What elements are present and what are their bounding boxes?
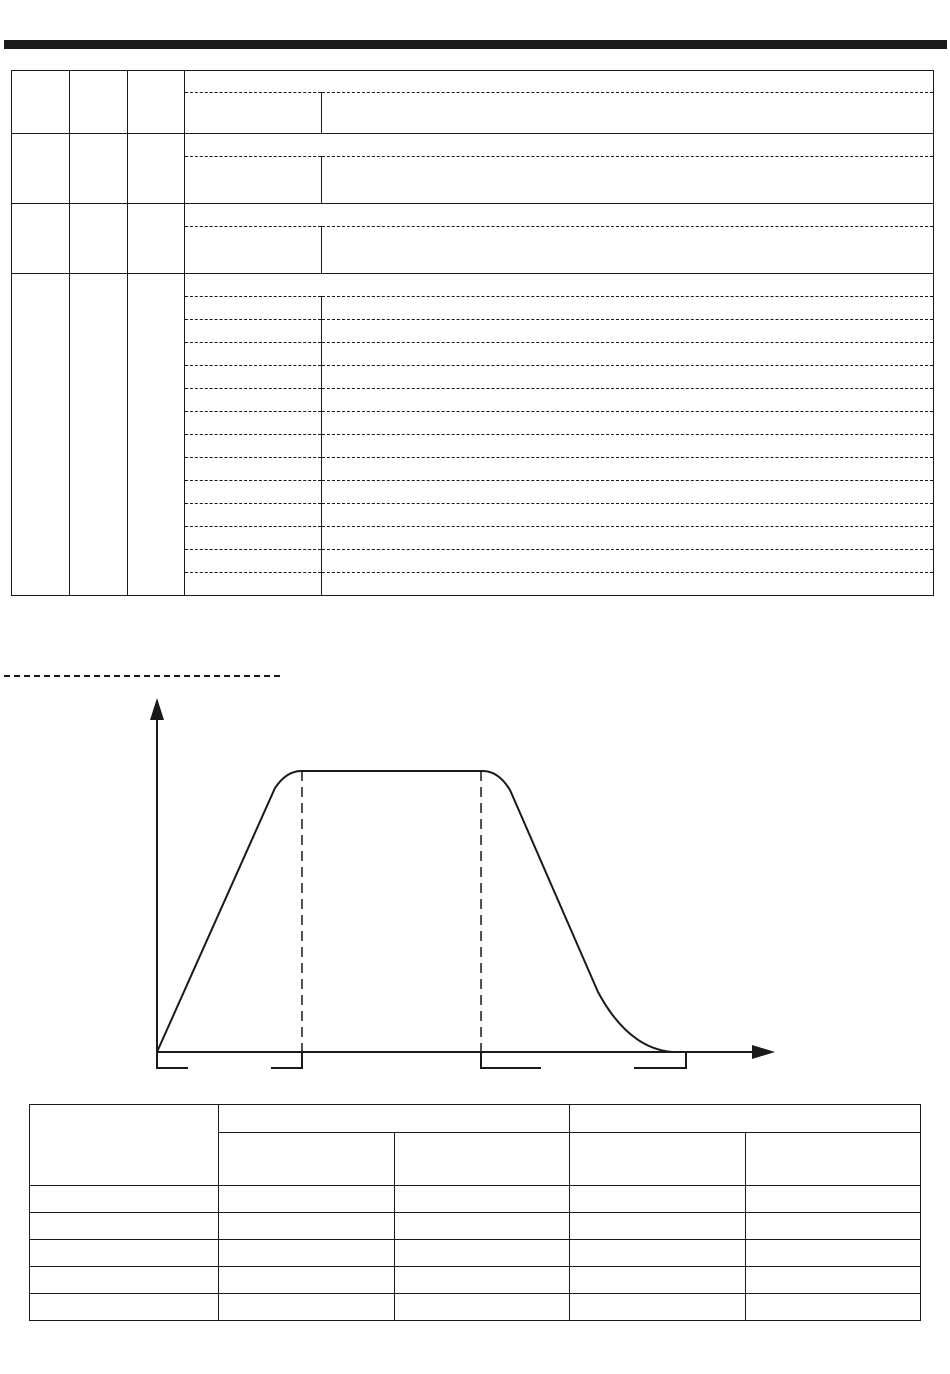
option-value-cell (185, 573, 322, 596)
param-default-cell (128, 71, 185, 134)
param-default-cell (128, 274, 185, 596)
table-row (12, 134, 934, 157)
column-group-header (570, 1105, 921, 1133)
table-row (12, 274, 934, 297)
param-description-cell (185, 204, 934, 227)
param-code-cell (12, 274, 70, 596)
time-table (29, 1104, 921, 1321)
param-name-cell (70, 274, 128, 596)
table-cell (395, 1294, 570, 1321)
option-value-cell (185, 93, 322, 134)
table-cell (219, 1240, 395, 1267)
column-header (746, 1133, 921, 1186)
table-row (12, 71, 934, 93)
speed-profile-line (157, 771, 672, 1052)
table-cell (219, 1186, 395, 1213)
table-row (30, 1294, 921, 1321)
param-code-cell (12, 204, 70, 274)
table-cell (746, 1267, 921, 1294)
table-cell (746, 1186, 921, 1213)
column-header (395, 1133, 570, 1186)
param-description-cell (185, 134, 934, 157)
y-axis-arrowhead (150, 698, 164, 720)
accel-interval-bracket-left (157, 1052, 188, 1068)
column-header (219, 1133, 395, 1186)
table-cell (219, 1213, 395, 1240)
param-default-cell (128, 204, 185, 274)
param-name-cell (70, 134, 128, 204)
table-cell (30, 1267, 219, 1294)
option-value-cell (185, 481, 322, 504)
column-group-header (219, 1105, 570, 1133)
table-cell (570, 1267, 746, 1294)
decel-interval-bracket-right (634, 1052, 686, 1068)
option-text-cell (322, 458, 934, 481)
table-cell (395, 1240, 570, 1267)
table-cell (570, 1240, 746, 1267)
column-header (570, 1133, 746, 1186)
option-text-cell (322, 343, 934, 366)
option-value-cell (185, 320, 322, 343)
option-text-cell (322, 435, 934, 458)
option-value-cell (185, 227, 322, 274)
option-text-cell (322, 227, 934, 274)
table-cell (30, 1294, 219, 1321)
table-row (30, 1240, 921, 1267)
option-text-cell (322, 527, 934, 550)
option-value-cell (185, 550, 322, 573)
param-code-cell (12, 134, 70, 204)
column-header (30, 1105, 219, 1186)
decel-interval-bracket-left (481, 1052, 541, 1068)
option-text-cell (322, 366, 934, 389)
param-description-cell (185, 71, 934, 93)
parameter-table (11, 70, 934, 596)
table-cell (395, 1267, 570, 1294)
table-cell (570, 1186, 746, 1213)
option-text-cell (322, 157, 934, 204)
speed-curve-diagram (0, 690, 950, 1080)
table-cell (746, 1240, 921, 1267)
table-row (30, 1186, 921, 1213)
option-text-cell (322, 412, 934, 435)
option-value-cell (185, 297, 322, 320)
option-text-cell (322, 481, 934, 504)
table-cell (395, 1213, 570, 1240)
option-value-cell (185, 389, 322, 412)
option-text-cell (322, 504, 934, 527)
param-default-cell (128, 134, 185, 204)
table-cell (570, 1213, 746, 1240)
table-row (12, 204, 934, 227)
option-value-cell (185, 527, 322, 550)
table-row (30, 1213, 921, 1240)
option-value-cell (185, 504, 322, 527)
x-axis-arrowhead (752, 1045, 775, 1059)
option-value-cell (185, 435, 322, 458)
param-description-cell (185, 274, 934, 297)
accel-interval-bracket-right (271, 1052, 302, 1068)
param-name-cell (70, 204, 128, 274)
option-text-cell (322, 573, 934, 596)
table-cell (30, 1213, 219, 1240)
option-text-cell (322, 320, 934, 343)
option-text-cell (322, 550, 934, 573)
table-cell (746, 1294, 921, 1321)
option-value-cell (185, 343, 322, 366)
table-cell (219, 1267, 395, 1294)
option-value-cell (185, 458, 322, 481)
table-cell (219, 1294, 395, 1321)
option-text-cell (322, 297, 934, 320)
param-code-cell (12, 71, 70, 134)
option-value-cell (185, 366, 322, 389)
option-text-cell (322, 93, 934, 134)
option-text-cell (322, 389, 934, 412)
header-rule (4, 40, 947, 49)
option-value-cell (185, 157, 322, 204)
table-cell (30, 1240, 219, 1267)
table-cell (30, 1186, 219, 1213)
table-cell (570, 1294, 746, 1321)
section-heading-underline (4, 675, 280, 677)
option-value-cell (185, 412, 322, 435)
param-name-cell (70, 71, 128, 134)
table-cell (746, 1213, 921, 1240)
table-row (30, 1267, 921, 1294)
table-cell (395, 1186, 570, 1213)
table-header-row (30, 1105, 921, 1133)
